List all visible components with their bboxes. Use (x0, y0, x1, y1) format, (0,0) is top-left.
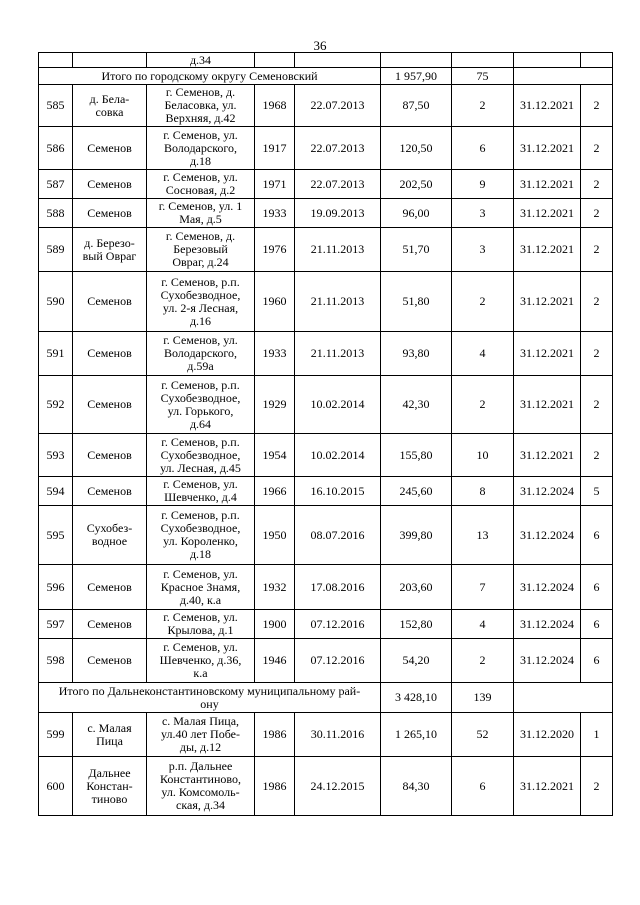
table-row (39, 170, 613, 199)
count-cell: 13 (452, 506, 514, 565)
count-cell: 10 (452, 434, 514, 477)
table-row (39, 228, 613, 272)
area-cell: 120,50 (381, 127, 452, 170)
deadline-cell: 31.12.2024 (514, 506, 581, 565)
table-row (39, 85, 613, 127)
settlement-cell: Семенов (73, 170, 147, 199)
date-cell: 24.12.2015 (295, 757, 381, 816)
build-year-cell: 1929 (255, 376, 295, 434)
date-cell (295, 53, 381, 68)
area-cell: 96,00 (381, 199, 452, 228)
build-year-cell: 1900 (255, 610, 295, 639)
count-cell: 3 (452, 199, 514, 228)
row-number-cell: 587 (39, 170, 73, 199)
build-year-cell: 1954 (255, 434, 295, 477)
total-label: Итого по Дальнеконстантиновскому муниципальному рай- ону (39, 683, 381, 713)
address-cell: г. Семенов, ул. Шевченко, д.36, к.а (147, 639, 255, 683)
deadline-cell: 31.12.2024 (514, 639, 581, 683)
row-number-cell: 589 (39, 228, 73, 272)
total-count: 139 (452, 683, 514, 713)
date-cell: 10.02.2014 (295, 434, 381, 477)
deadline-cell: 31.12.2021 (514, 228, 581, 272)
deadline-cell: 31.12.2021 (514, 272, 581, 332)
address-cell: г. Семенов, р.п. Сухобезводное, ул. Горького, д.64 (147, 376, 255, 434)
address-cell: р.п. Дальнее Константиново, ул. Комсомоль- ская, д.34 (147, 757, 255, 816)
settlement-cell: Семенов (73, 332, 147, 376)
deadline-cell: 31.12.2021 (514, 170, 581, 199)
area-cell: 87,50 (381, 85, 452, 127)
settlement-cell: Семенов (73, 610, 147, 639)
deadline-cell: 31.12.2021 (514, 376, 581, 434)
count-cell: 2 (452, 376, 514, 434)
build-year-cell: 1950 (255, 506, 295, 565)
date-cell: 10.02.2014 (295, 376, 381, 434)
settlement-cell (73, 53, 147, 68)
date-cell: 21.11.2013 (295, 272, 381, 332)
stage-cell: 2 (581, 85, 613, 127)
settlement-cell: Семенов (73, 565, 147, 610)
area-cell: 51,80 (381, 272, 452, 332)
count-cell: 4 (452, 610, 514, 639)
date-cell: 30.11.2016 (295, 713, 381, 757)
row-number-cell: 595 (39, 506, 73, 565)
row-number-cell: 594 (39, 477, 73, 506)
stage-cell: 6 (581, 639, 613, 683)
date-cell: 22.07.2013 (295, 127, 381, 170)
deadline-cell: 31.12.2021 (514, 332, 581, 376)
settlement-cell: Семенов (73, 639, 147, 683)
area-cell: 245,60 (381, 477, 452, 506)
build-year-cell: 1946 (255, 639, 295, 683)
settlement-cell: д. Березо- вый Овраг (73, 228, 147, 272)
date-cell: 08.07.2016 (295, 506, 381, 565)
date-cell: 22.07.2013 (295, 85, 381, 127)
row-number-cell: 593 (39, 434, 73, 477)
deadline-cell (514, 53, 581, 68)
row-number-cell: 600 (39, 757, 73, 816)
table-row (39, 565, 613, 610)
row-number-cell: 591 (39, 332, 73, 376)
deadline-cell: 31.12.2021 (514, 757, 581, 816)
total-row (39, 68, 613, 85)
table-row (39, 506, 613, 565)
address-cell: г. Семенов, ул. Шевченко, д.4 (147, 477, 255, 506)
stage-cell: 2 (581, 332, 613, 376)
total-area: 1 957,90 (381, 68, 452, 85)
settlement-cell: Семенов (73, 434, 147, 477)
settlement-cell: Семенов (73, 272, 147, 332)
total-count: 75 (452, 68, 514, 85)
row-number-cell (39, 53, 73, 68)
table-row (39, 639, 613, 683)
date-cell: 16.10.2015 (295, 477, 381, 506)
count-cell: 6 (452, 757, 514, 816)
deadline-cell: 31.12.2020 (514, 713, 581, 757)
deadline-cell: 31.12.2021 (514, 85, 581, 127)
settlement-cell: Семенов (73, 477, 147, 506)
date-cell: 07.12.2016 (295, 639, 381, 683)
total-row (39, 683, 613, 713)
address-cell: г. Семенов, р.п. Сухобезводное, ул. Лесная, д.45 (147, 434, 255, 477)
stage-cell: 1 (581, 713, 613, 757)
address-cell: г. Семенов, р.п. Сухобезводное, ул. Короленко, д.18 (147, 506, 255, 565)
stage-cell: 2 (581, 199, 613, 228)
table-row (39, 332, 613, 376)
page-number: 36 (313, 38, 327, 53)
address-cell: г. Семенов, ул. Крылова, д.1 (147, 610, 255, 639)
count-cell: 2 (452, 272, 514, 332)
stage-cell: 2 (581, 272, 613, 332)
deadline-cell: 31.12.2021 (514, 199, 581, 228)
address-cell: с. Малая Пица, ул.40 лет Побе- ды, д.12 (147, 713, 255, 757)
stage-cell: 2 (581, 376, 613, 434)
row-number-cell: 590 (39, 272, 73, 332)
date-cell: 17.08.2016 (295, 565, 381, 610)
row-number-cell: 588 (39, 199, 73, 228)
area-cell: 203,60 (381, 565, 452, 610)
settlement-cell: д. Бела- совка (73, 85, 147, 127)
build-year-cell: 1968 (255, 85, 295, 127)
build-year-cell: 1966 (255, 477, 295, 506)
table-row (39, 713, 613, 757)
deadline-cell: 31.12.2024 (514, 477, 581, 506)
total-area: 3 428,10 (381, 683, 452, 713)
date-cell: 07.12.2016 (295, 610, 381, 639)
area-cell: 42,30 (381, 376, 452, 434)
count-cell: 2 (452, 85, 514, 127)
table-row (39, 127, 613, 170)
stage-cell: 6 (581, 565, 613, 610)
address-cell: д.34 (147, 53, 255, 68)
build-year-cell: 1932 (255, 565, 295, 610)
stage-cell: 2 (581, 757, 613, 816)
area-cell: 399,80 (381, 506, 452, 565)
settlement-cell: Семенов (73, 199, 147, 228)
table-row (39, 272, 613, 332)
settlement-cell: Семенов (73, 376, 147, 434)
total-label: Итого по городскому округу Семеновский (39, 68, 381, 85)
table-row (39, 757, 613, 816)
address-cell: г. Семенов, ул. Володарского, д.59а (147, 332, 255, 376)
count-cell: 3 (452, 228, 514, 272)
stage-cell: 2 (581, 170, 613, 199)
table-row (39, 434, 613, 477)
count-cell: 8 (452, 477, 514, 506)
row-number-cell: 596 (39, 565, 73, 610)
address-cell: г. Семенов, ул. Красное Знамя, д.40, к.а (147, 565, 255, 610)
count-cell: 9 (452, 170, 514, 199)
stage-cell: 2 (581, 434, 613, 477)
row-number-cell: 597 (39, 610, 73, 639)
build-year-cell: 1933 (255, 332, 295, 376)
count-cell: 7 (452, 565, 514, 610)
deadline-cell: 31.12.2021 (514, 127, 581, 170)
area-cell: 152,80 (381, 610, 452, 639)
settlement-cell: Сухобез- водное (73, 506, 147, 565)
stage-cell: 2 (581, 127, 613, 170)
row-number-cell: 585 (39, 85, 73, 127)
settlement-cell: Семенов (73, 127, 147, 170)
address-cell: г. Семенов, д. Березовый Овраг, д.24 (147, 228, 255, 272)
row-number-cell: 598 (39, 639, 73, 683)
address-cell: г. Семенов, ул. 1 Мая, д.5 (147, 199, 255, 228)
settlement-cell: с. Малая Пица (73, 713, 147, 757)
address-cell: г. Семенов, р.п. Сухобезводное, ул. 2-я Лесная, д.16 (147, 272, 255, 332)
total-empty (514, 68, 613, 85)
area-cell: 54,20 (381, 639, 452, 683)
stage-cell (581, 53, 613, 68)
table-row (39, 610, 613, 639)
date-cell: 22.07.2013 (295, 170, 381, 199)
stage-cell: 6 (581, 506, 613, 565)
area-cell: 93,80 (381, 332, 452, 376)
housing-table (38, 52, 613, 816)
date-cell: 21.11.2013 (295, 332, 381, 376)
build-year-cell: 1986 (255, 757, 295, 816)
area-cell: 202,50 (381, 170, 452, 199)
settlement-cell: Дальнее Констан- тиново (73, 757, 147, 816)
stage-cell: 5 (581, 477, 613, 506)
address-cell: г. Семенов, ул. Сосновая, д.2 (147, 170, 255, 199)
row-number-cell: 599 (39, 713, 73, 757)
address-cell: г. Семенов, д. Беласовка, ул. Верхняя, д.42 (147, 85, 255, 127)
build-year-cell: 1917 (255, 127, 295, 170)
table-row (39, 376, 613, 434)
area-cell: 51,70 (381, 228, 452, 272)
total-empty (514, 683, 613, 713)
area-cell: 1 265,10 (381, 713, 452, 757)
count-cell: 52 (452, 713, 514, 757)
row-number-cell: 592 (39, 376, 73, 434)
area-cell (381, 53, 452, 68)
date-cell: 19.09.2013 (295, 199, 381, 228)
stage-cell: 6 (581, 610, 613, 639)
build-year-cell: 1986 (255, 713, 295, 757)
build-year-cell: 1976 (255, 228, 295, 272)
build-year-cell: 1960 (255, 272, 295, 332)
build-year-cell: 1933 (255, 199, 295, 228)
count-cell (452, 53, 514, 68)
count-cell: 2 (452, 639, 514, 683)
date-cell: 21.11.2013 (295, 228, 381, 272)
table-row (39, 477, 613, 506)
deadline-cell: 31.12.2024 (514, 565, 581, 610)
row-number-cell: 586 (39, 127, 73, 170)
table-row (39, 199, 613, 228)
deadline-cell: 31.12.2024 (514, 610, 581, 639)
build-year-cell: 1971 (255, 170, 295, 199)
address-cell: г. Семенов, ул. Володарского, д.18 (147, 127, 255, 170)
count-cell: 4 (452, 332, 514, 376)
area-cell: 155,80 (381, 434, 452, 477)
stage-cell: 2 (581, 228, 613, 272)
build-year-cell (255, 53, 295, 68)
count-cell: 6 (452, 127, 514, 170)
area-cell: 84,30 (381, 757, 452, 816)
deadline-cell: 31.12.2021 (514, 434, 581, 477)
table-row (39, 53, 613, 68)
